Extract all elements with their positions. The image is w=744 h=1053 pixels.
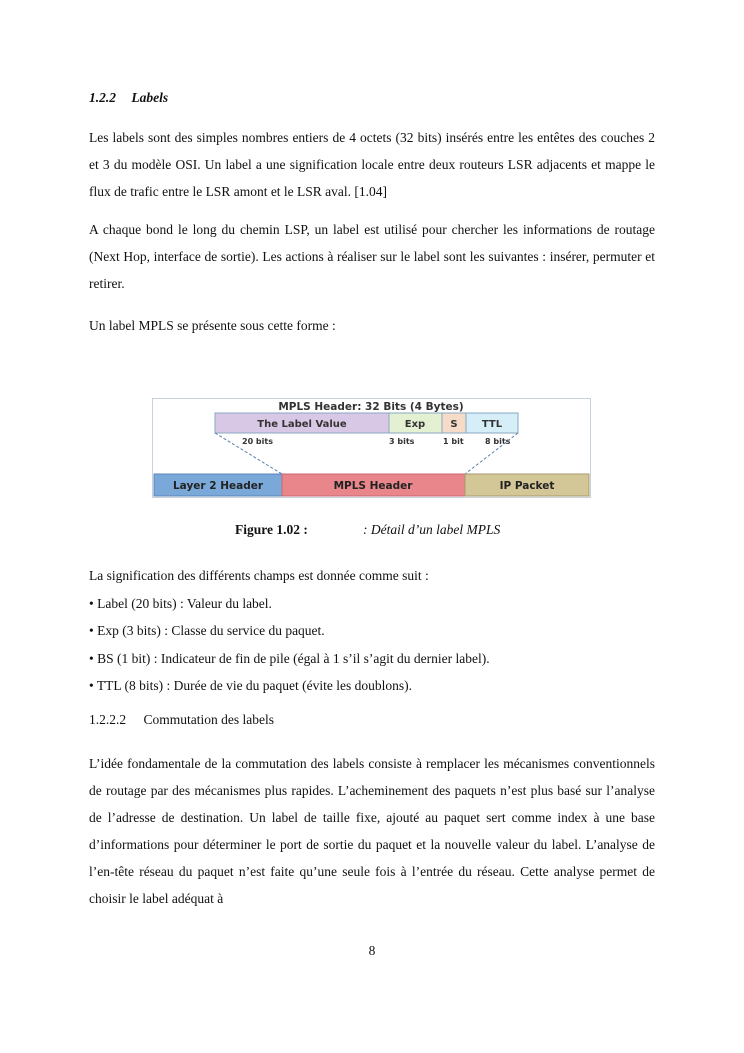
list-item: • BS (1 bit) : Indicateur de fin de pile (égal à 1 s’il s’agit du dernier label). (89, 650, 490, 666)
section-number: 1.2.2 (89, 90, 116, 105)
field-exp-bits: 3 bits (389, 437, 415, 446)
subsection-number: 1.2.2.2 (89, 712, 127, 727)
subsection-heading (89, 712, 274, 728)
mpls-header-label: MPLS Header (333, 480, 413, 492)
paragraph-label-actions: A chaque bond le long du chemin LSP, un label est utilisé pour chercher les informations de routage (Next Hop, interface de sortie). Les actions à réaliser sur le label sont les suivantes : insérer, permuter et retirer. (89, 222, 655, 291)
paragraph-label-switching: L’idée fondamentale de la commutation des labels consiste à remplacer les mécanismes conventionnels de routage par des mécanismes plus rapides. L’acheminement des paquets n’est plus basé sur l’analyse de l’adresse de destination. Un label de taille fixe, ajouté au paquet sert comme index à une base d’informations pour déterminer le port de sortie du paquet et la nouvelle valeur du label. L’analyse de l’en-tête réseau du paquet n’est faite qu’une seule fois à l’entrée du réseau. Cette analyse permet de choisir le label adéquat à (89, 756, 655, 906)
fields-list-intro: La signification des différents champs est donnée comme suit : (89, 568, 429, 583)
mpls-header-figure (152, 398, 591, 498)
figure-caption-text: : Détail d’un label MPLS (363, 522, 501, 537)
mpls-header-diagram (152, 398, 591, 498)
field-label-value-name: The Label Value (257, 419, 347, 430)
fields-list (89, 562, 655, 700)
figure-caption-label: Figure 1.02 : (235, 522, 308, 537)
layer2-header-label: Layer 2 Header (172, 480, 264, 492)
subsection-title: Commutation des labels (143, 712, 274, 727)
list-item: • Exp (3 bits) : Classe du service du paquet. (89, 623, 325, 638)
figure-header-title: MPLS Header: 32 Bits (4 Bytes) (278, 401, 464, 413)
section-title: Labels (131, 90, 169, 105)
field-ttl-bits: 8 bits (485, 437, 511, 446)
section-heading (89, 90, 168, 106)
page-number: 8 (368, 943, 376, 958)
paragraph-label-form-intro: Un label MPLS se présente sous cette forme : (89, 318, 336, 333)
field-s-bits: 1 bit (443, 437, 464, 446)
list-item: • TTL (8 bits) : Durée de vie du paquet (évite les doublons). (89, 678, 413, 693)
paragraph-labels-definition: Les labels sont des simples nombres entiers de 4 octets (32 bits) insérés entre les entêtes des couches 2 et 3 du modèle OSI. Un label a une signification locale entre deux routeurs LSR adjacents et mappe le flux de trafic entre le LSR amont et le LSR aval. [1.04] (89, 130, 655, 199)
field-ttl-name: TTL (481, 419, 503, 430)
field-label-value-bits: 20 bits (242, 437, 273, 446)
list-item: • Label (20 bits) : Valeur du label. (89, 595, 272, 611)
field-exp-name: Exp (404, 419, 426, 430)
field-s-name: S (450, 419, 458, 430)
ip-packet-label: IP Packet (499, 480, 555, 492)
